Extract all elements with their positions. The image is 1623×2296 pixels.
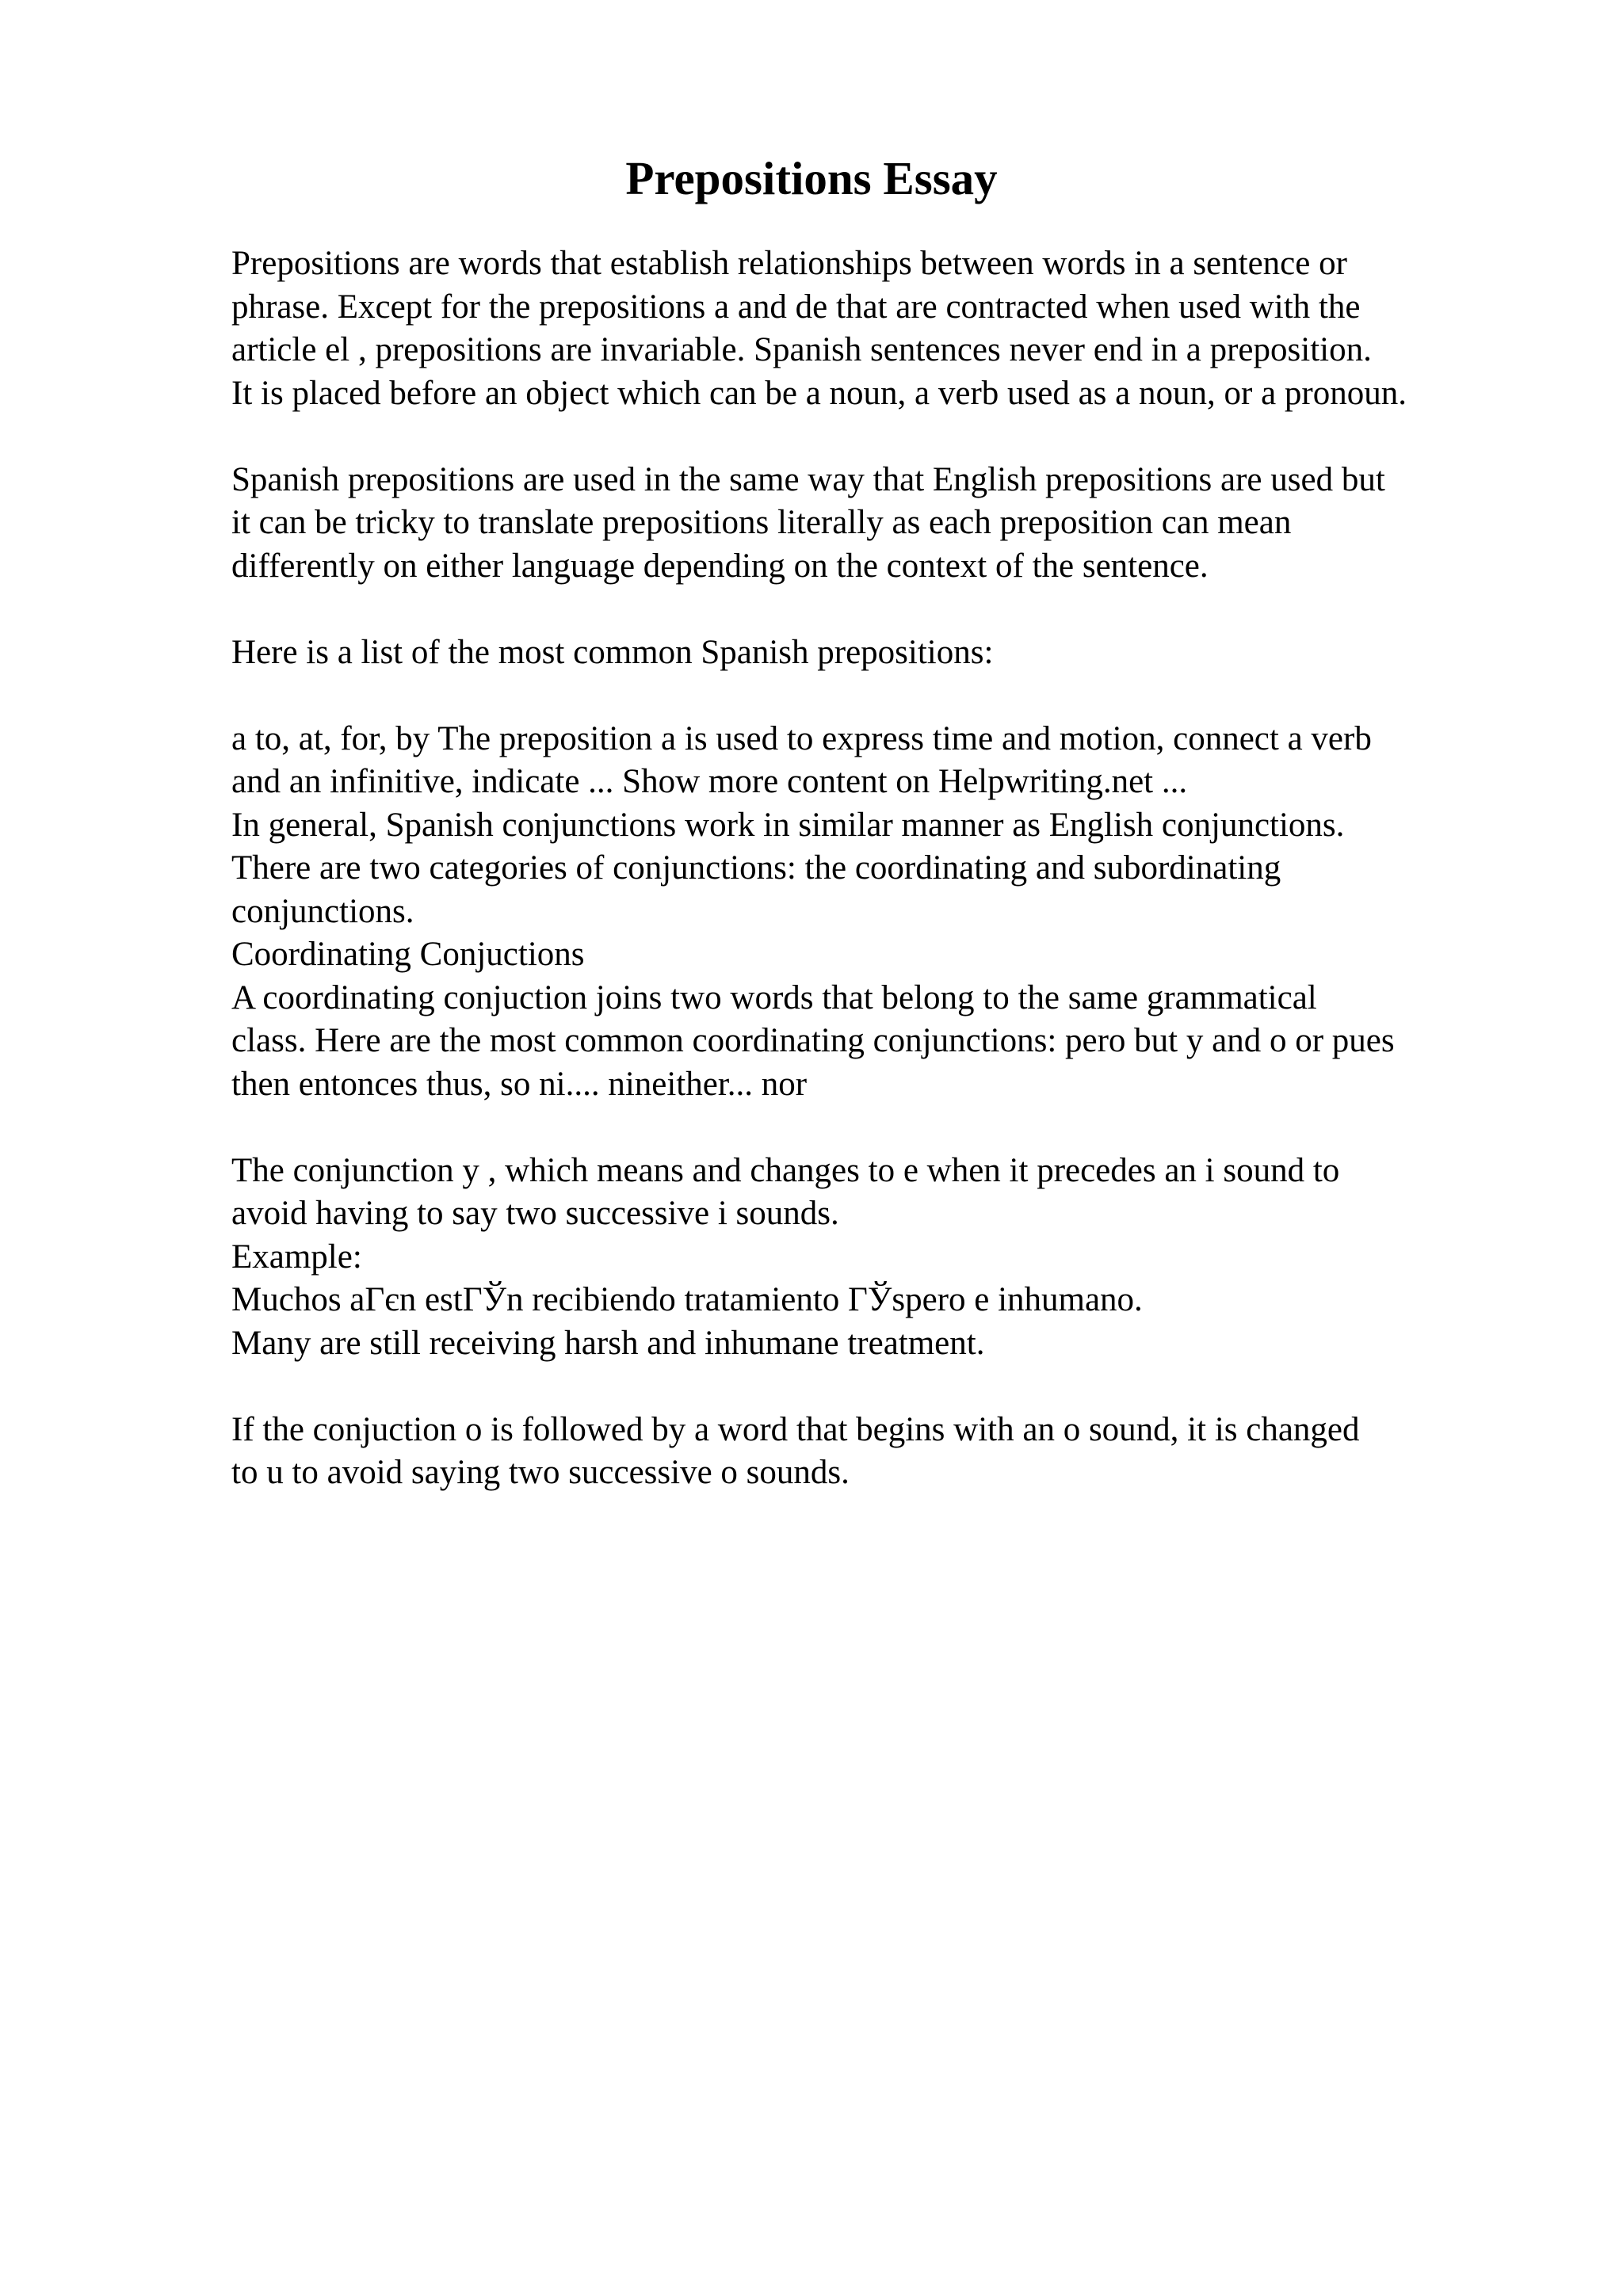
example-translation: Many are still receiving harsh and inhumane treatment. [231,1324,985,1362]
body-line: article el , prepositions are invariable. Spanish sentences never end in a preposition. [231,331,1372,368]
body-line: conjunctions. [231,892,414,930]
body-line: Spanish prepositions are used in the same way that English prepositions are used but [231,460,1385,498]
document-title: Prepositions Essay [625,152,998,204]
paragraph-gap [231,588,1594,631]
body-line: class. Here are the most common coordinating conjunctions: pero but y and o or pues [231,1022,1395,1059]
body-line: It is placed before an object which can be a noun, a verb used as a noun, or a pronoun. [231,374,1407,412]
body-line: The conjunction y , which means and changes to e when it precedes an i sound to [231,1151,1340,1189]
body-line: Example: [231,1238,362,1276]
paragraph-gap [231,415,1594,459]
body-line: then entonces thus, so ni.... nineither... nor [231,1065,808,1103]
body-line: and an infinitive, indicate ... Show more content on Helpwriting.net ... [231,763,1188,800]
paragraph-gap [231,674,1594,718]
body-line: Prepositions are words that establish relationships between words in a sentence or [231,245,1347,282]
paragraph-gap [231,1365,1594,1409]
body-line: to u to avoid saying two successive o sounds. [231,1454,850,1491]
document-body [231,242,1594,1495]
body-line: it can be tricky to translate prepositions literally as each preposition can mean [231,504,1292,541]
body-line: differently on either language depending on the context of the sentence. [231,547,1209,585]
body-line: A coordinating conjuction joins two words that belong to the same grammatical [231,978,1317,1016]
body-line: a to, at, for, by The preposition a is used to express time and motion, connect a verb [231,719,1372,757]
body-line: Here is a list of the most common Spanish prepositions: [231,633,994,671]
example-sentence: Muchos aГєn estГЎn recibiendo tratamiento ГЎspero e inhumano. [231,1281,1143,1318]
body-line: If the conjuction o is followed by a word that begins with an o sound, it is changed [231,1410,1360,1448]
body-line: avoid having to say two successive i sounds. [231,1195,839,1232]
body-line: In general, Spanish conjunctions work in similar manner as English conjunctions. [231,806,1345,844]
body-line: phrase. Except for the prepositions a and de that are contracted when used with the [231,288,1361,326]
body-line: There are two categories of conjunctions: the coordinating and subordinating [231,849,1281,887]
section-heading: Coordinating Conjuctions [231,936,585,973]
paragraph-gap [231,1106,1594,1150]
